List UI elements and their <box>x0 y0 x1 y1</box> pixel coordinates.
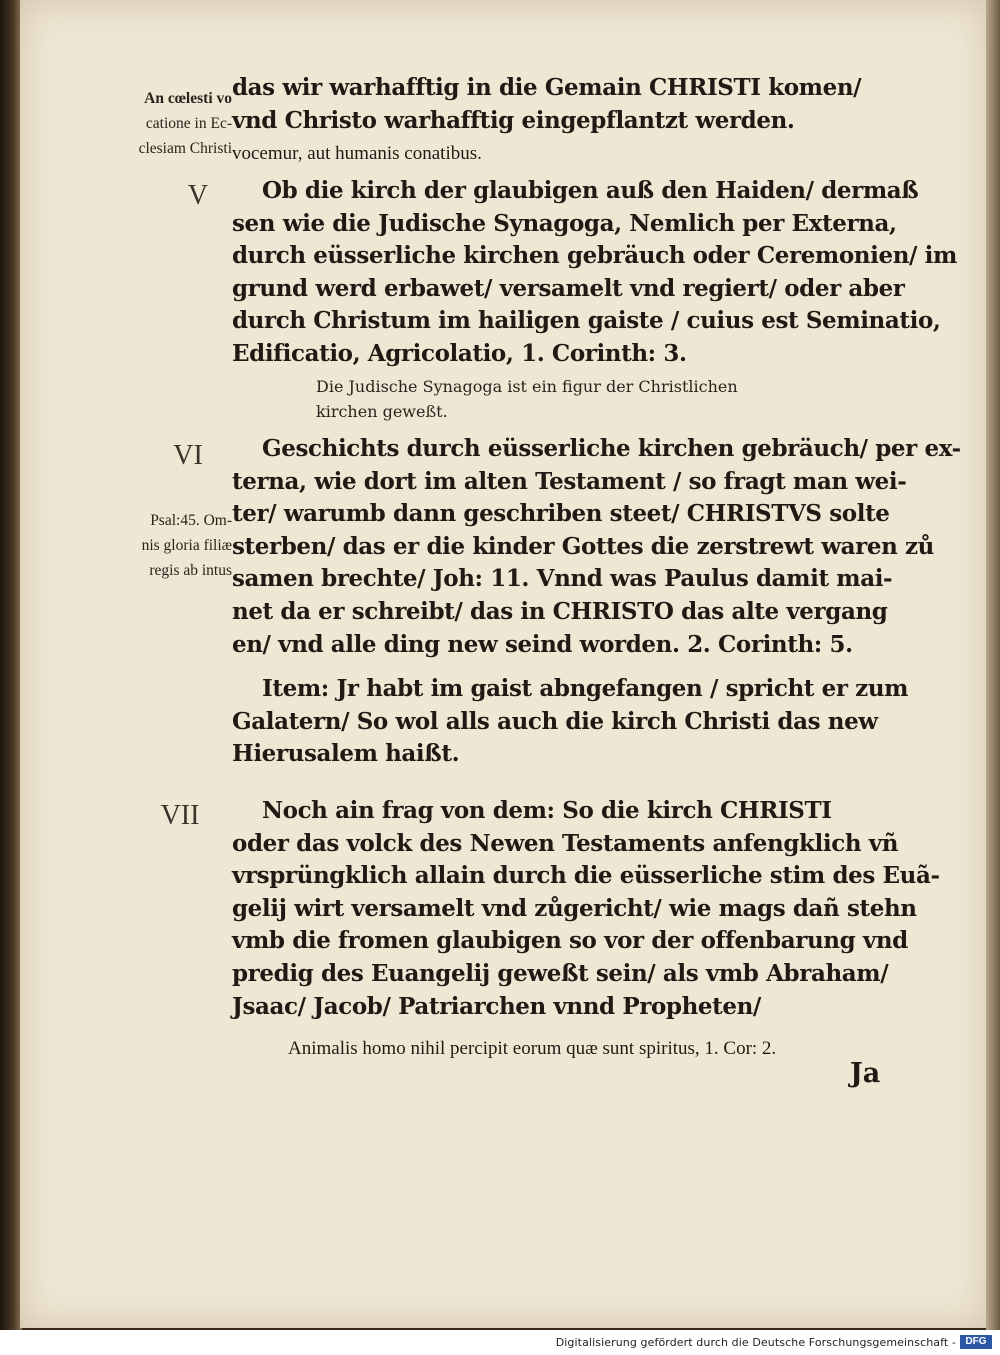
text-line: net da er schreibt/ das in CHRISTO das alte vergang <box>232 597 888 625</box>
margin-note-vocation <box>72 86 232 161</box>
text-line: Geschichts durch eüsserliche kirchen gebräuch/ per ex- <box>262 435 961 462</box>
text-line: das wir warhafftig in die Gemain CHRISTI komen/ <box>232 74 862 101</box>
section-vi-item-paragraph <box>232 673 912 771</box>
text-line: grund werd erbawet/ versamelt vnd regiert/ oder aber <box>232 274 905 302</box>
text-line: durch eüsserliche kirchen gebräuch oder Ceremonien/ im <box>232 242 957 270</box>
text-line: durch Christum im hailigen gaiste / cuius est Seminatio, <box>232 307 941 335</box>
text-line: gelij wirt versamelt vnd zůgericht/ wie mags dañ stehn <box>232 894 917 922</box>
margin-note-psalm <box>72 508 232 583</box>
digitization-footer <box>0 1330 1000 1355</box>
text-line: terna, wie dort im alten Testament / so fragt man wei- <box>232 467 907 495</box>
text-line: vnd Christo warhafftig eingepflantzt werden. <box>232 106 795 134</box>
text-line: oder das volck des Newen Testaments anfengklich vñ <box>232 829 899 857</box>
section-v-paragraph <box>232 175 957 371</box>
section-numeral-vii: VII <box>160 800 200 831</box>
text-line: sen wie die Judische Synagoga, Nemlich per Externa, <box>232 209 897 237</box>
text-line: Item: Jr habt im gaist abngefangen / spricht er zum <box>262 675 909 702</box>
text-line: predig des Euangelij geweßt sein/ als vmb Abraham/ <box>232 959 889 987</box>
text-line: en/ vnd alle ding new seind worden. 2. Corinth: 5. <box>232 630 853 658</box>
text-line: Hierusalem haißt. <box>232 740 460 768</box>
latin-footer-quote: Animalis homo nihil percipit eorum quæ sunt spiritus, 1. Cor: 2. <box>288 1038 777 1059</box>
margin-note-line: clesiam Christi <box>138 140 232 157</box>
text-line: Galatern/ So wol alls auch die kirch Christi das new <box>232 707 878 735</box>
text-line: Jsaac/ Jacob/ Patriarchen vnnd Propheten/ <box>232 992 761 1020</box>
gloss-line: Die Judische Synagoga ist ein figur der Christlichen <box>316 377 738 396</box>
text-line: Noch ain frag von dem: So die kirch CHRISTI <box>262 797 832 824</box>
section-numeral-vi: VI <box>173 440 203 471</box>
margin-note-line: An cœlesti vo <box>144 90 232 107</box>
intro-paragraph <box>232 72 912 167</box>
dfg-credit-text: Digitalisierung gefördert durch die Deutsche Forschungsgemeinschaft - <box>555 1336 956 1349</box>
gloss-synagoga <box>316 374 876 424</box>
margin-note-line: catione in Ec- <box>145 115 232 132</box>
text-line: Ob die kirch der glaubigen auß den Haiden/ dermaß <box>262 177 919 204</box>
page-edge <box>986 0 1000 1330</box>
margin-note-line: nis gloria filiæ <box>141 537 232 554</box>
text-line: vrsprüngklich allain durch die eüsserliche stim des Euã- <box>232 862 940 890</box>
section-vii-paragraph <box>232 795 940 1023</box>
text-line: samen brechte/ Joh: 11. Vnnd was Paulus damit mai- <box>232 565 893 593</box>
text-line: Edificatio, Agricolatio, 1. Corinth: 3. <box>232 339 687 367</box>
margin-note-line: regis ab intus <box>149 562 232 579</box>
section-numeral-v: V <box>187 180 209 211</box>
text-line: ter/ warumb dann geschriben steet/ CHRISTVS solte <box>232 500 890 528</box>
catchword: Ja <box>850 1058 881 1089</box>
text-line: sterben/ das er die kinder Gottes die zerstrewt waren zů <box>232 532 934 560</box>
gloss-line: kirchen geweßt. <box>316 402 448 421</box>
dfg-logo[interactable]: DFG <box>960 1335 992 1349</box>
text-line: vmb die fromen glaubigen so vor der offenbarung vnd <box>232 927 908 955</box>
text-line: vocemur, aut humanis conatibus. <box>232 143 482 165</box>
margin-note-line: Psal:45. Om- <box>150 512 232 529</box>
book-binding <box>0 0 22 1330</box>
section-vi-paragraph <box>232 433 961 661</box>
